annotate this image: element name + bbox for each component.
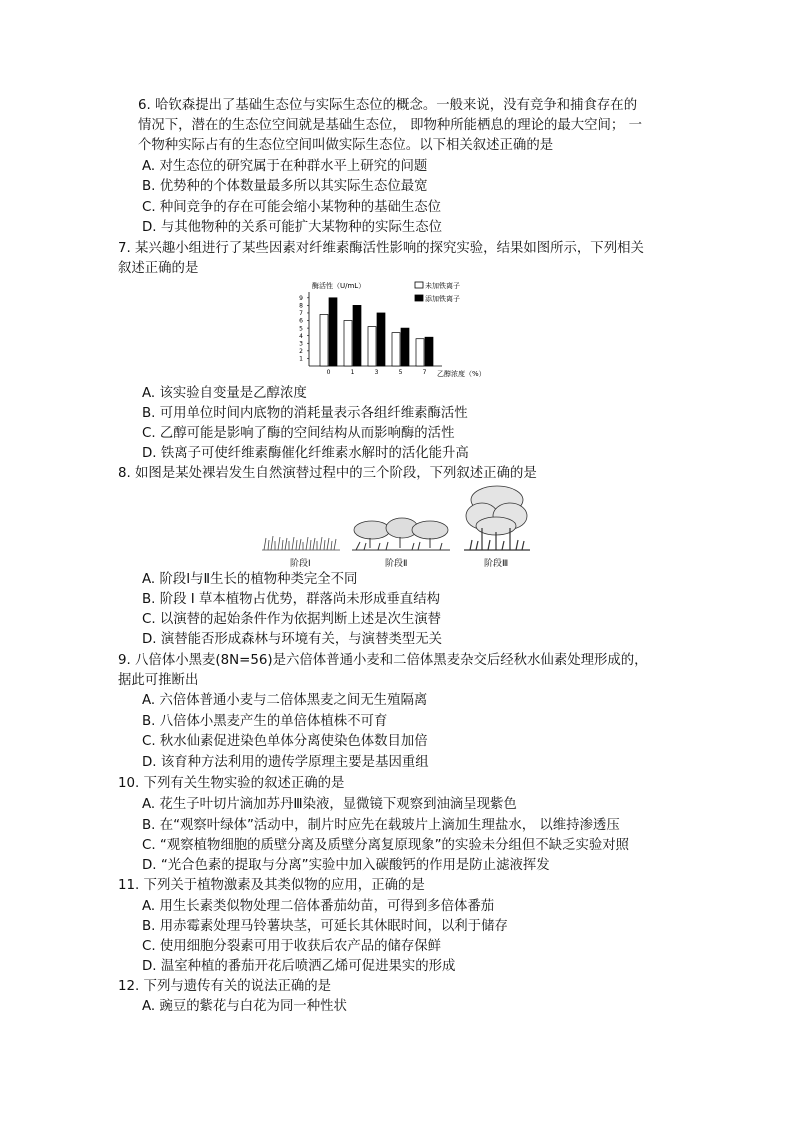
q7-option-c: C. 乙醇可能是影响了酶的空间结构从而影响酶的活性: [142, 426, 455, 441]
bar-no-iron-1: [344, 321, 352, 366]
legend-swatch-iron: [415, 295, 423, 301]
q12-option-a: A. 豌豆的紫花与白花为同一种性状: [142, 999, 347, 1014]
q7-option-b: B. 可用单位时间内底物的消耗量表示各组纤维素酶活性: [142, 406, 468, 421]
x-tick-label: 5: [398, 369, 403, 376]
enzyme-activity-chart: [292, 280, 502, 380]
y-tick-label: 8: [299, 302, 303, 310]
q7-stem-line-2: 叙述正确的是: [118, 261, 199, 276]
q9-option-d: D. 该育种方法利用的遗传学原理主要是基因重组: [142, 755, 429, 770]
q6-option-b: B. 优势种的个体数量最多所以其实际生态位最宽: [142, 179, 428, 194]
stage-2-illustration: [352, 516, 450, 552]
y-tick-label: 5: [299, 325, 303, 333]
q7-stem-line-1: 7. 某兴趣小组进行了某些因素对纤维素酶活性影响的探究实验，结果如图所示，下列相关: [118, 241, 644, 256]
x-tick-label: 1: [350, 369, 355, 376]
stage-2-label: 阶段Ⅱ: [385, 559, 408, 569]
x-tick-label: 3: [374, 369, 379, 376]
stage-1-label: 阶段Ⅰ: [290, 559, 311, 569]
q10-stem-line-1: 10. 下列有关生物实验的叙述正确的是: [118, 776, 345, 791]
bar-no-iron-0: [320, 314, 328, 366]
q8-option-a: A. 阶段Ⅰ与Ⅱ生长的植物种类完全不同: [142, 572, 358, 587]
q6-stem-line-3: 个物种实际占有的生态位空间叫做实际生态位。以下相关叙述正确的是: [138, 138, 554, 153]
legend-swatch-no-iron: [415, 282, 423, 288]
q6-stem-line-1: 6. 哈钦森提出了基础生态位与实际生态位的概念。一般来说，没有竞争和捕食存在的: [138, 98, 638, 113]
q10-option-c: C. “观察植物细胞的质壁分离及质壁分离复原现象”的实验未分组但不缺乏实验对照: [142, 838, 630, 853]
q6-option-d: D. 与其他物种的关系可能扩大某物种的实际生态位: [142, 220, 443, 235]
q9-stem-line-2: 据此可推断出: [118, 673, 199, 688]
q7-option-a: A. 该实验自变量是乙醇浓度: [142, 386, 307, 401]
q9-option-b: B. 八倍体小黑麦产生的单倍体植株不可育: [142, 714, 388, 729]
chart-legend: [415, 281, 460, 303]
q8-stem-line-1: 8. 如图是某处裸岩发生自然演替过程中的三个阶段，下列叙述正确的是: [118, 466, 537, 481]
bar-iron-1: [353, 305, 361, 366]
stage-3-label: 阶段Ⅲ: [484, 559, 509, 569]
q9-stem-line-1: 9. 八倍体小黑麦(8N=56)是六倍体普通小麦和二倍体黑麦杂交后经秋水仙素处理形成的，: [118, 653, 648, 668]
q9-option-a: A. 六倍体普通小麦与二倍体黑麦之间无生殖隔离: [142, 693, 428, 708]
stage-1-illustration: [262, 528, 340, 552]
chart-xlabel: 乙醇浓度（%）: [437, 370, 486, 378]
q12-stem-line-1: 12. 下列与遗传有关的说法正确的是: [118, 979, 332, 994]
y-tick-label: 2: [299, 348, 303, 356]
y-tick-label: 1: [299, 355, 303, 363]
y-tick-label: 6: [299, 317, 303, 325]
bar-iron-5: [401, 328, 409, 366]
bar-no-iron-3: [368, 327, 376, 366]
bar-no-iron-7: [416, 339, 424, 366]
y-tick-label: 9: [299, 294, 303, 302]
bar-iron-7: [425, 337, 433, 366]
q8-option-c: C. 以演替的起始条件作为依据判断上述是次生演替: [142, 612, 442, 627]
q10-option-a: A. 花生子叶切片滴加苏丹Ⅲ染液，显微镜下观察到油滴呈现紫色: [142, 797, 517, 812]
q8-option-d: D. 演替能否形成森林与环境有关，与演替类型无关: [142, 632, 443, 647]
q6-option-c: C. 种间竞争的存在可能会缩小某物种的基础生态位: [142, 200, 442, 215]
q11-option-b: B. 用赤霉素处理马铃薯块茎，可延长其休眠时间，以利于储存: [142, 919, 508, 934]
x-tick-label: 0: [326, 369, 331, 376]
q11-stem-line-1: 11. 下列关于植物激素及其类似物的应用，正确的是: [118, 878, 425, 893]
bar-iron-0: [329, 298, 337, 366]
q11-option-a: A. 用生长素类似物处理二倍体番茄幼苗，可得到多倍体番茄: [142, 899, 495, 914]
q6-stem-line-2: 情况下，潜在的生态位空间就是基础生态位， 即物种所能栖息的理论的最大空间； 一: [138, 118, 642, 133]
y-tick-label: 4: [299, 332, 303, 340]
q11-option-c: C. 使用细胞分裂素可用于收获后农产品的储存保鲜: [142, 939, 442, 954]
q10-option-b: B. 在“观察叶绿体”活动中，制片时应先在载玻片上滴加生理盐水， 以维持渗透压: [142, 818, 620, 833]
q9-option-c: C. 秋水仙素促进染色单体分离使染色体数目加倍: [142, 734, 428, 749]
chart-ylabel: 酶活性（U/mL）: [312, 282, 366, 290]
legend-label-iron: 添加铁离子: [425, 295, 460, 303]
stage-3-illustration: [464, 484, 530, 552]
q11-option-d: D. 温室种植的番茄开花后喷洒乙烯可促进果实的形成: [142, 959, 456, 974]
x-tick-label: 7: [422, 369, 427, 376]
y-tick-label: 7: [299, 310, 303, 318]
q8-option-b: B. 阶段 Ⅰ 草本植物占优势，群落尚未形成垂直结构: [142, 592, 440, 607]
bar-no-iron-5: [392, 333, 400, 366]
q7-option-d: D. 铁离子可使纤维素酶催化纤维素水解时的活化能升高: [142, 446, 469, 461]
legend-label-no-iron: 未加铁离子: [425, 282, 460, 290]
bar-iron-3: [377, 313, 385, 366]
q10-option-d: D. “光合色素的提取与分离”实验中加入碳酸钙的作用是防止滤液挥发: [142, 858, 550, 873]
q6-option-a: A. 对生态位的研究属于在种群水平上研究的问题: [142, 159, 428, 174]
y-tick-label: 3: [299, 340, 303, 348]
